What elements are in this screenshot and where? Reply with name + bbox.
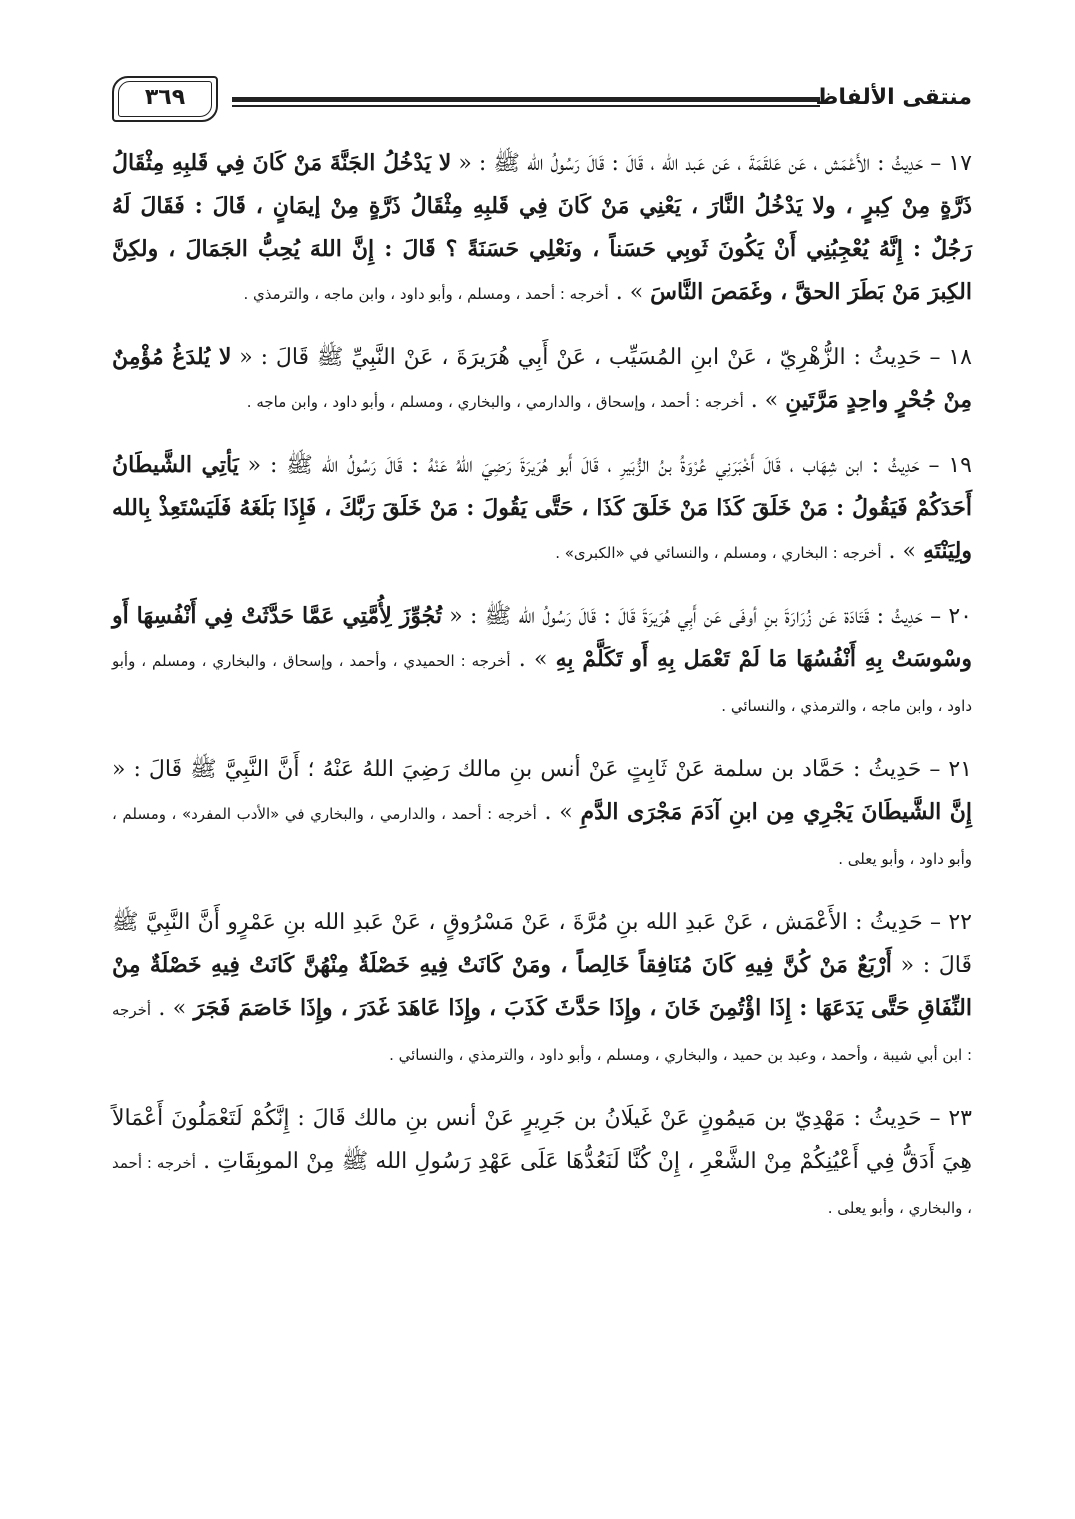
hadith-intro: ٢١ – حَدِيثُ : حَمَّاد بن سلمة عَنْ ثَابِتٍ عَنْ أنس بنِ مالك رَضِيَ اللهُ عَنْهُ ؛ أَنَّ النَّبِيَّ ﷺ قَالَ : « (112, 757, 972, 782)
hadith-matn: تُجُوِّزَ لِأُمَّتِي عَمَّا حَدَّثَتْ فِي أَنْفُسِهَا أَو وسْوسَتْ بِهِ أَنْفُسُهَا مَا لَمْ تَعْمَل بِهِ أَو تَكَلَّمْ بِهِ (112, 603, 972, 672)
page-header (112, 70, 972, 130)
hadith-matn: لا يَدْخُلُ الجَنَّةَ مَنْ كَانَ فِي قَلبِهِ مِثْقَالُ ذَرَّةٍ مِنْ كِبرٍ ، ولا يَدْخُلُ النَّارَ ، يَعْنِي مَنْ كَانَ فِي قَلبِهِ مِثْقَالُ ذَرَّةٍ مِنْ إيمَانٍ ، قَالَ : فَقَالَ لَهُ رَجُلٌ : إِنَّهُ يُعْجِبُنِي أَنْ يَكُونَ ثَوبِي حَسَناً ، ونَعْلِي حَسَنَةً ؟ قَالَ : إِنَّ اللهَ يُحِبُّ الجَمَالَ ، ولكِنَّ الكِبرَ مَنْ بَطَرَ الحقَّ ، وغَمَصَ النَّاسَ (112, 150, 972, 305)
hadith-intro: ٢٣ – حَدِيثُ : مَهْدِيّ بن مَيمُونٍ عَنْ غَيلَانُ بن جَرِيرٍ عَنْ أنس بنِ مالك قَالَ : إِنَّكُمْ لَتَعْمَلُونَ أَعْمَالاً هِيَ أَدَقُّ فِي أَعْيُنِكُمْ مِنْ الشَّعْرِ ، إِنْ كُنَّا لَنَعُدُّهَا عَلَى عَهْدِ رَسُولِ الله ﷺ مِنْ الموبِقَاتِ . (112, 1106, 972, 1174)
hadith-22 (112, 901, 972, 1077)
hadith-close: » . (544, 800, 573, 825)
hadith-close: » . (158, 996, 187, 1021)
hadith-18 (112, 336, 972, 424)
hadith-takhrij: أخرجه : أحمد ، والبخاري ، وأبو يعلى . (112, 1154, 972, 1217)
hadith-matn: لا يُلدَغُ مُؤْمِنٌ مِنْ جُحْرٍ واحِدٍ مَرَّتَينِ (112, 344, 972, 413)
hadith-intro: ١٩ – حَدِيثُ : ابن شِهَاب ، قَالَ أَخْبَرَنِي عُرْوَةُ بنُ الزُّبَيرِ ، قَالَ أَبو هُرَيرَةَ رَضِيَ اللهُ عَنْهُ : قَالَ رَسُولُ الله ﷺ : « (247, 453, 972, 478)
hadith-matn: إِنَّ الشَّيطَانَ يَجْرِي مِن ابنِ آدَمَ مَجْرَى الدَّمِ (580, 799, 972, 825)
hadith-17 (112, 142, 972, 316)
hadith-matn: يَأتِي الشَّيطَانُ أَحَدَكُمْ فَيَقُولُ : مَنْ خَلَقَ كَذَا مَنْ خَلَقَ كَذَا ، حَتَّى يَقُولَ : مَنْ خَلَقَ رَبَّكَ ، فَإِذَا بَلَغَهُ فَلَيَسْتَعِذْ بِالله ولِيَنْتَهِ (112, 452, 972, 564)
hadith-intro: ٢٢ – حَدِيثُ : الأَعْمَش ، عَنْ عَبدِ الله بنِ مُرَّةَ ، عَنْ مَسْرُوقٍ ، عَنْ عَبدِ الله بنِ عَمْرٍو أَنَّ النَّبِيَّ ﷺ قَالَ : « (112, 910, 973, 978)
hadith-close: » . (750, 388, 779, 413)
hadith-intro: ١٧ – حَدِيثُ : الأَعْمَش ، عَن عَلقَمَةَ ، عَن عَبد الله ، قَالَ : قَالَ رَسُولُ الله ﷺ : « (458, 151, 972, 176)
hadith-23 (112, 1097, 972, 1230)
hadith-takhrij: أخرجه : أحمد ، والدارمي ، والبخاري في «الأدب المفرد» ، ومسلم ، وأبو داود ، وأبو يعلى . (112, 805, 972, 868)
hadith-close: » . (615, 280, 644, 305)
book-title: منتقى الألفاظ (815, 85, 972, 110)
hadith-takhrij: أخرجه : أحمد ، وإسحاق ، والدارمي ، والبخاري ، ومسلم ، وأبو داود ، وابن ماجه . (246, 393, 744, 411)
hadith-matn: أَرْبَعٌ مَنْ كُنَّ فِيهِ كَانَ مُنَافِقاً خَالِصاً ، ومَنْ كَانَتْ فِيهِ خَصْلَةٌ مِنْهُنَّ كَانَتْ فِيهِ خَصْلَةٌ مِنْ النِّفَاقِ حَتَّى يَدَعَهَا : إِذَا اؤْتُمِنَ خَانَ ، وإِذَا حَدَّثَ كَذَبَ ، وإِذَا عَاهَدَ غَدَرَ ، وإِذَا خَاصَمَ فَجَرَ (112, 952, 972, 1021)
page-content (112, 142, 972, 1230)
page-number-frame (112, 76, 218, 122)
hadith-takhrij: أخرجه : البخاري ، ومسلم ، والنسائي في «الكبرى» . (555, 544, 882, 562)
hadith-takhrij: أخرجه : الحميدي ، وأحمد ، وإسحاق ، والبخاري ، ومسلم ، وأبو داود ، وابن ماجه ، والترمذي ، والنسائي . (112, 652, 972, 715)
hadith-close: » . (888, 539, 916, 564)
hadith-close: » . (518, 647, 548, 672)
hadith-20 (112, 595, 972, 728)
hadith-takhrij: أخرجه : ابن أبي شيبة ، وأحمد ، وعبد بن حميد ، والبخاري ، ومسلم ، وأبو داود ، والترمذي ، والنسائي . (112, 1001, 972, 1064)
hadith-intro: ٢٠ – حَدِيثُ : قَتَادَة عَن زُرَارَةَ بنِ أوفَى عَن أَبِي هُرَيرَةَ قَالَ : قَالَ رَسُولُ الله ﷺ : « (449, 604, 972, 629)
hadith-takhrij: أخرجه : أحمد ، ومسلم ، وأبو داود ، وابن ماجه ، والترمذي . (243, 285, 609, 303)
hadith-19 (112, 444, 972, 575)
page-number: ٣٦٩ (144, 85, 186, 110)
hadith-21 (112, 748, 972, 881)
hadith-intro: ١٨ – حَدِيثُ : الزُّهْرِيّ ، عَنْ ابنِ المُسَيِّب ، عَنْ أَبِي هُرَيرَةَ ، عَنْ النَّبِيِّ ﷺ قَالَ : « (239, 345, 972, 370)
header-rule (232, 97, 820, 102)
header-rule-thin (232, 105, 820, 107)
